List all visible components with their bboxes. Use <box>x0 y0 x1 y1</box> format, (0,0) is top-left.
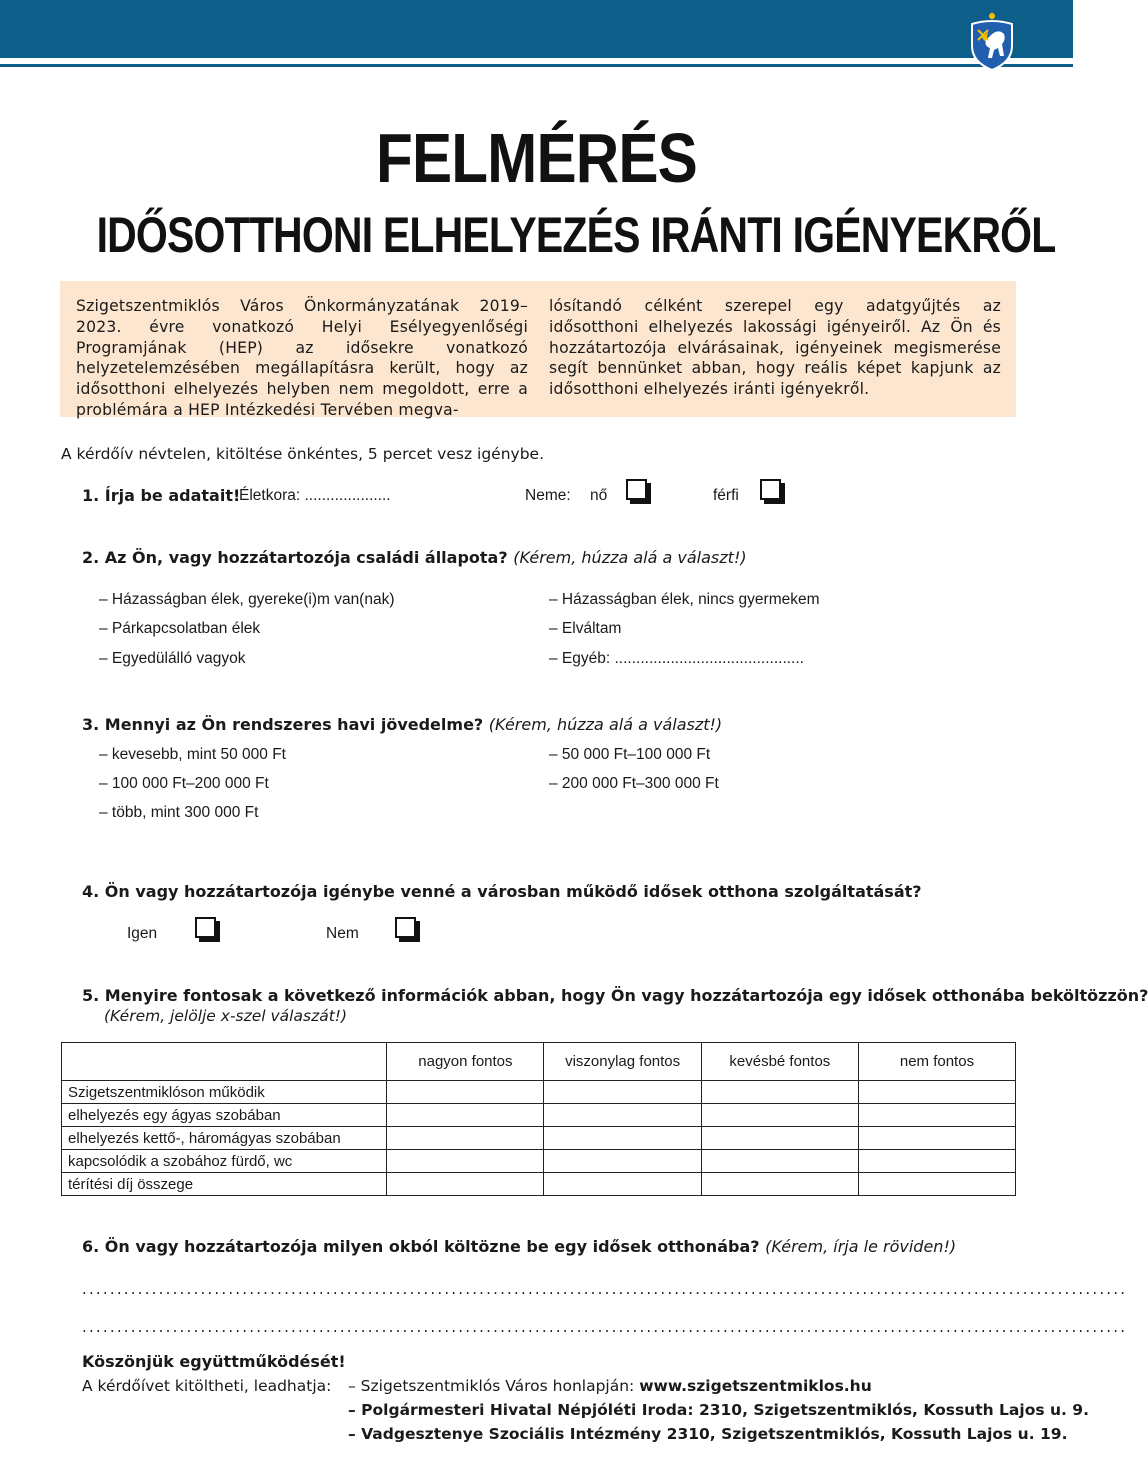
thanks-text: Köszönjük együttműködését! <box>82 1352 346 1371</box>
table-header-cell: nagyon fontos <box>387 1043 544 1081</box>
submission-website <box>348 1376 872 1396</box>
header-divider <box>0 64 1073 67</box>
table-cell[interactable] <box>544 1104 701 1127</box>
table-cell[interactable] <box>701 1173 858 1196</box>
page-subtitle: IDŐSOTTHONI ELHELYEZÉS IRÁNTI IGÉNYEKRŐL <box>96 207 1056 263</box>
question-2-text: 2. Az Ön, vagy hozzátartozója családi állapota? <box>82 548 508 567</box>
question-3-text: 3. Mennyi az Ön rendszeres havi jövedelme? <box>82 715 484 734</box>
table-cell[interactable] <box>387 1173 544 1196</box>
intro-text-left: Szigetszentmiklós Város Önkormányzatának 2019–2023. évre vonatkozó Helyi Esélyegyenlőségi Programjának (HEP) az idősekre vonatkozó helyzetelemzésében megállapításra került, hogy az idősotthoni elhelyezés helyben nem megoldott, erre a problémára a HEP Intézkedési Tervében megva- <box>76 297 528 419</box>
no-label: Nem <box>326 925 359 942</box>
question-3-label <box>82 715 722 735</box>
question-2-instruction: (Kérem, húzza alá a választ!) <box>513 548 747 567</box>
submission-institution: – Vadgesztenye Szociális Intézmény 2310, Szigetszentmiklós, Kossuth Lajos u. 19. <box>348 1425 1068 1443</box>
table-cell[interactable] <box>858 1127 1015 1150</box>
income-option[interactable]: – 100 000 Ft–200 000 Ft <box>99 775 269 792</box>
table-row-label: térítési díj összege <box>62 1173 387 1196</box>
table-cell[interactable] <box>387 1150 544 1173</box>
intro-box <box>60 281 1016 417</box>
submission-office: – Polgármesteri Hivatal Népjóléti Iroda: 2310, Szigetszentmiklós, Kossuth Lajos u. 9. <box>348 1401 1089 1419</box>
table-row <box>62 1081 1016 1104</box>
no-checkbox[interactable] <box>395 917 416 938</box>
table-cell[interactable] <box>858 1173 1015 1196</box>
table-cell[interactable] <box>544 1081 701 1104</box>
table-cell[interactable] <box>387 1081 544 1104</box>
submission-website-prefix: – Szigetszentmiklós Város honlapján: <box>348 1377 640 1395</box>
table-row <box>62 1150 1016 1173</box>
table-row-label: elhelyezés egy ágyas szobában <box>62 1104 387 1127</box>
question-1-label: 1. Írja be adatait! <box>82 486 241 505</box>
question-6-label <box>82 1237 956 1257</box>
table-cell[interactable] <box>544 1150 701 1173</box>
female-label: nő <box>590 487 608 504</box>
male-label: férfi <box>713 487 739 504</box>
header-bar <box>0 0 1073 58</box>
website-link[interactable]: www.szigetszentmiklos.hu <box>639 1377 872 1395</box>
marital-option-other[interactable]: – Egyéb: ............................................ <box>549 650 804 667</box>
table-cell[interactable] <box>701 1127 858 1150</box>
marital-option[interactable]: – Házasságban élek, nincs gyermekem <box>549 591 820 608</box>
table-cell[interactable] <box>858 1104 1015 1127</box>
question-6-text: 6. Ön vagy hozzátartozója milyen okból költözne be egy idősek otthonába? <box>82 1237 760 1256</box>
table-cell[interactable] <box>387 1127 544 1150</box>
female-checkbox[interactable] <box>626 479 647 500</box>
question-5-instruction: (Kérem, jelölje x-szel válaszát!) <box>104 1007 348 1025</box>
city-crest-icon <box>966 10 1018 72</box>
importance-table <box>61 1042 1016 1196</box>
table-row <box>62 1104 1016 1127</box>
question-3-instruction: (Kérem, húzza alá a választ!) <box>488 715 723 734</box>
question-4-label: 4. Ön vagy hozzátartozója igénybe venné a városban működő idősek otthona szolgáltatását? <box>82 882 922 901</box>
marital-option[interactable]: – Egyedülálló vagyok <box>99 650 246 667</box>
table-row <box>62 1173 1016 1196</box>
table-header-blank <box>62 1043 387 1081</box>
table-header-row <box>62 1043 1016 1081</box>
yes-checkbox[interactable] <box>195 917 216 938</box>
submission-label: A kérdőívet kitöltheti, leadhatja: <box>82 1377 332 1395</box>
table-cell[interactable] <box>858 1081 1015 1104</box>
question-6-instruction: (Kérem, írja le röviden!) <box>765 1237 957 1256</box>
marital-option[interactable]: – Elváltam <box>549 620 622 637</box>
answer-line-1[interactable]: ...................................................................................................................................................... <box>82 1280 1128 1298</box>
table-cell[interactable] <box>387 1104 544 1127</box>
gender-label: Neme: <box>525 487 571 504</box>
table-header-cell: kevésbé fontos <box>701 1043 858 1081</box>
table-cell[interactable] <box>701 1104 858 1127</box>
intro-text-right: lósítandó célként szerepel egy adatgyűjtés az idősotthoni elhelyezés lakossági igényeiről. Az Ön és hozzátartozója elvárásainak, igényeinek megismerése segít bennünket abban, hogy reális képet kapjunk az idősotthoni elhelyezés iránti igényekről. <box>549 297 1001 399</box>
table-cell[interactable] <box>858 1150 1015 1173</box>
income-option[interactable]: – kevesebb, mint 50 000 Ft <box>99 746 286 763</box>
survey-notice: A kérdőív névtelen, kitöltése önkéntes, 5 percet vesz igénybe. <box>61 445 545 463</box>
age-field[interactable]: Életkora: .................... <box>239 487 391 504</box>
income-option[interactable]: – 50 000 Ft–100 000 Ft <box>549 746 711 763</box>
table-row-label: elhelyezés kettő-, háromágyas szobában <box>62 1127 387 1150</box>
table-cell[interactable] <box>544 1173 701 1196</box>
yes-label: Igen <box>127 925 158 942</box>
table-row <box>62 1127 1016 1150</box>
marital-option[interactable]: – Párkapcsolatban élek <box>99 620 261 637</box>
male-checkbox[interactable] <box>760 479 781 500</box>
table-row-label: Szigetszentmiklóson működik <box>62 1081 387 1104</box>
answer-line-2[interactable]: ...................................................................................................................................................... <box>82 1318 1128 1336</box>
table-cell[interactable] <box>544 1127 701 1150</box>
table-cell[interactable] <box>701 1150 858 1173</box>
page-title: FELMÉRÉS <box>376 119 697 197</box>
table-row-label: kapcsolódik a szobához fürdő, wc <box>62 1150 387 1173</box>
table-cell[interactable] <box>701 1081 858 1104</box>
question-2-label <box>82 548 747 568</box>
table-header-cell: viszonylag fontos <box>544 1043 701 1081</box>
table-header-cell: nem fontos <box>858 1043 1015 1081</box>
question-5-label: 5. Menyire fontosak a következő információk abban, hogy Ön vagy hozzátartozója egy idősek otthonába beköltözzön? <box>82 986 1148 1005</box>
income-option[interactable]: – 200 000 Ft–300 000 Ft <box>549 775 719 792</box>
income-option[interactable]: – több, mint 300 000 Ft <box>99 804 259 821</box>
marital-option[interactable]: – Házasságban élek, gyereke(i)m van(nak) <box>99 591 395 608</box>
